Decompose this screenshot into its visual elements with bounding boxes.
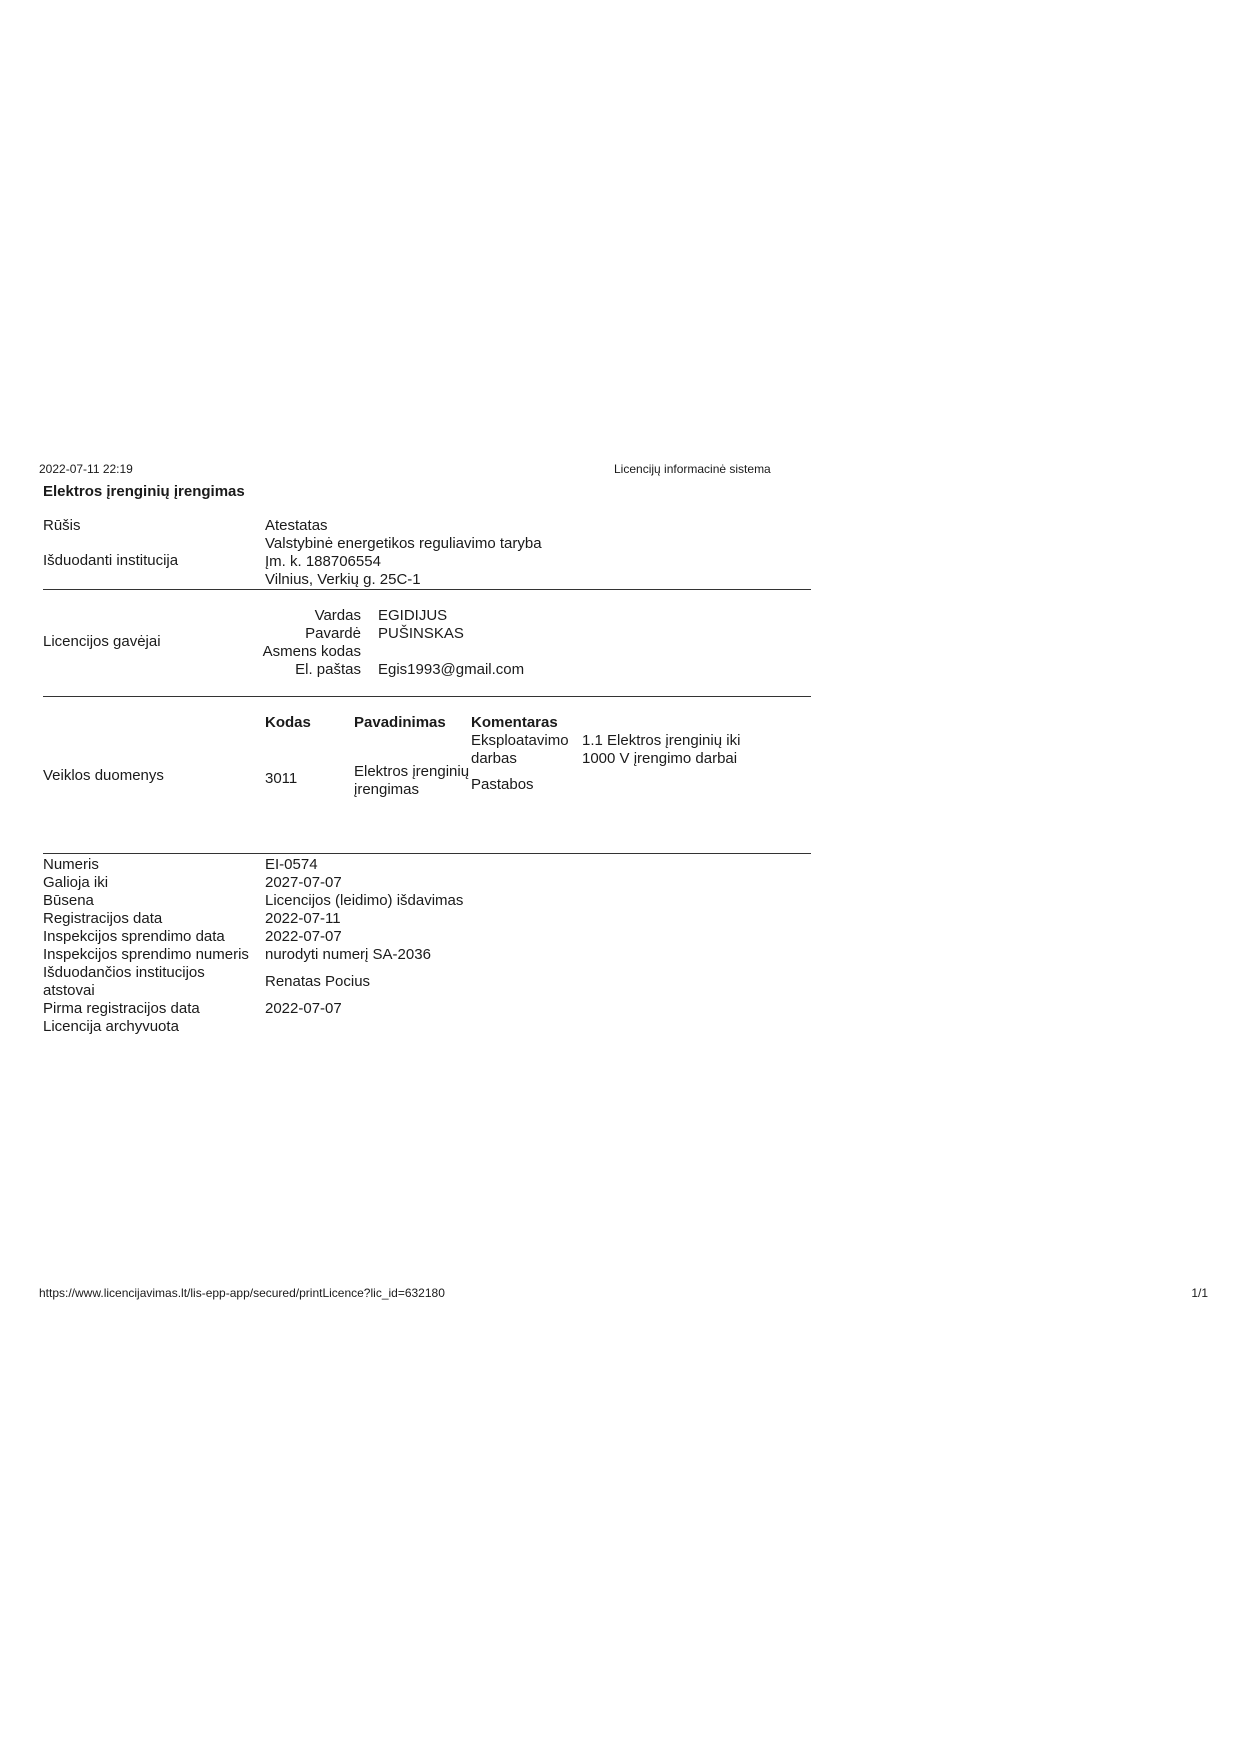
inspekcijos-numeris-value: nurodyti numerį SA-2036 xyxy=(265,946,431,963)
activity-name-line-2: įrengimas xyxy=(354,781,420,798)
institution-label: Išduodanti institucija xyxy=(43,552,179,569)
inspekcijos-numeris-label: Inspekcijos sprendimo numeris xyxy=(43,946,249,963)
email-label: El. paštas xyxy=(295,661,361,678)
rusis-label: Rūšis xyxy=(43,517,81,534)
galioja-iki-label: Galioja iki xyxy=(43,874,109,891)
institution-code: Įm. k. 188706554 xyxy=(265,553,381,570)
activity-name-line-1: Elektros įrenginių xyxy=(354,763,470,780)
numeris-label: Numeris xyxy=(43,856,99,873)
pirma-registracija-value: 2022-07-07 xyxy=(265,1000,342,1017)
busena-label: Būsena xyxy=(43,892,94,909)
print-url: https://www.licencijavimas.lt/lis-epp-app/secured/printLicence?lic_id=632180 xyxy=(39,1286,445,1300)
document-title: Elektros įrenginių įrengimas xyxy=(43,483,245,500)
comment-value-line-2: 1000 V įrengimo darbai xyxy=(582,750,738,767)
activity-code: 3011 xyxy=(265,770,298,787)
section-divider xyxy=(43,589,811,590)
institution-address: Vilnius, Verkių g. 25C-1 xyxy=(265,571,421,588)
print-datetime: 2022-07-11 22:19 xyxy=(39,462,133,476)
pirma-registracija-label: Pirma registracijos data xyxy=(43,1000,200,1017)
notes-label: Pastabos xyxy=(471,776,534,793)
vardas-value: EGIDIJUS xyxy=(378,607,448,624)
col-komentaras-header: Komentaras xyxy=(471,714,558,731)
comment-key-line-1: Eksploatavimo xyxy=(471,732,569,749)
asmens-kodas-label: Asmens kodas xyxy=(262,643,361,660)
numeris-value: EI-0574 xyxy=(265,856,318,873)
inspekcijos-data-value: 2022-07-07 xyxy=(265,928,342,945)
vardas-label: Vardas xyxy=(314,607,361,624)
activity-label: Veiklos duomenys xyxy=(43,767,164,784)
atstovai-label-line-1: Išduodančios institucijos xyxy=(43,964,205,981)
page-number: 1/1 xyxy=(1191,1286,1208,1300)
busena-value: Licencijos (leidimo) išdavimas xyxy=(265,892,464,909)
comment-key-line-2: darbas xyxy=(471,750,517,767)
pavarde-value: PUŠINSKAS xyxy=(378,625,464,642)
col-kodas-header: Kodas xyxy=(265,714,311,731)
registracijos-data-label: Registracijos data xyxy=(43,910,163,927)
email-value: Egis1993@gmail.com xyxy=(378,661,525,678)
inspekcijos-data-label: Inspekcijos sprendimo data xyxy=(43,928,225,945)
pavarde-label: Pavardė xyxy=(305,625,361,642)
galioja-iki-value: 2027-07-07 xyxy=(265,874,342,891)
section-divider xyxy=(43,853,811,854)
registracijos-data-value: 2022-07-11 xyxy=(265,910,341,927)
section-divider xyxy=(43,696,811,697)
print-system-name: Licencijų informacinė sistema xyxy=(614,462,771,476)
atstovai-label-line-2: atstovai xyxy=(43,982,95,999)
recipients-label: Licencijos gavėjai xyxy=(43,633,161,650)
comment-value-line-1: 1.1 Elektros įrenginių iki xyxy=(582,732,741,749)
archyvuota-label: Licencija archyvuota xyxy=(43,1018,179,1035)
institution-name: Valstybinė energetikos reguliavimo taryba xyxy=(265,535,542,552)
rusis-value: Atestatas xyxy=(265,517,328,534)
col-pavadinimas-header: Pavadinimas xyxy=(354,714,446,731)
atstovai-value: Renatas Pocius xyxy=(265,973,371,990)
